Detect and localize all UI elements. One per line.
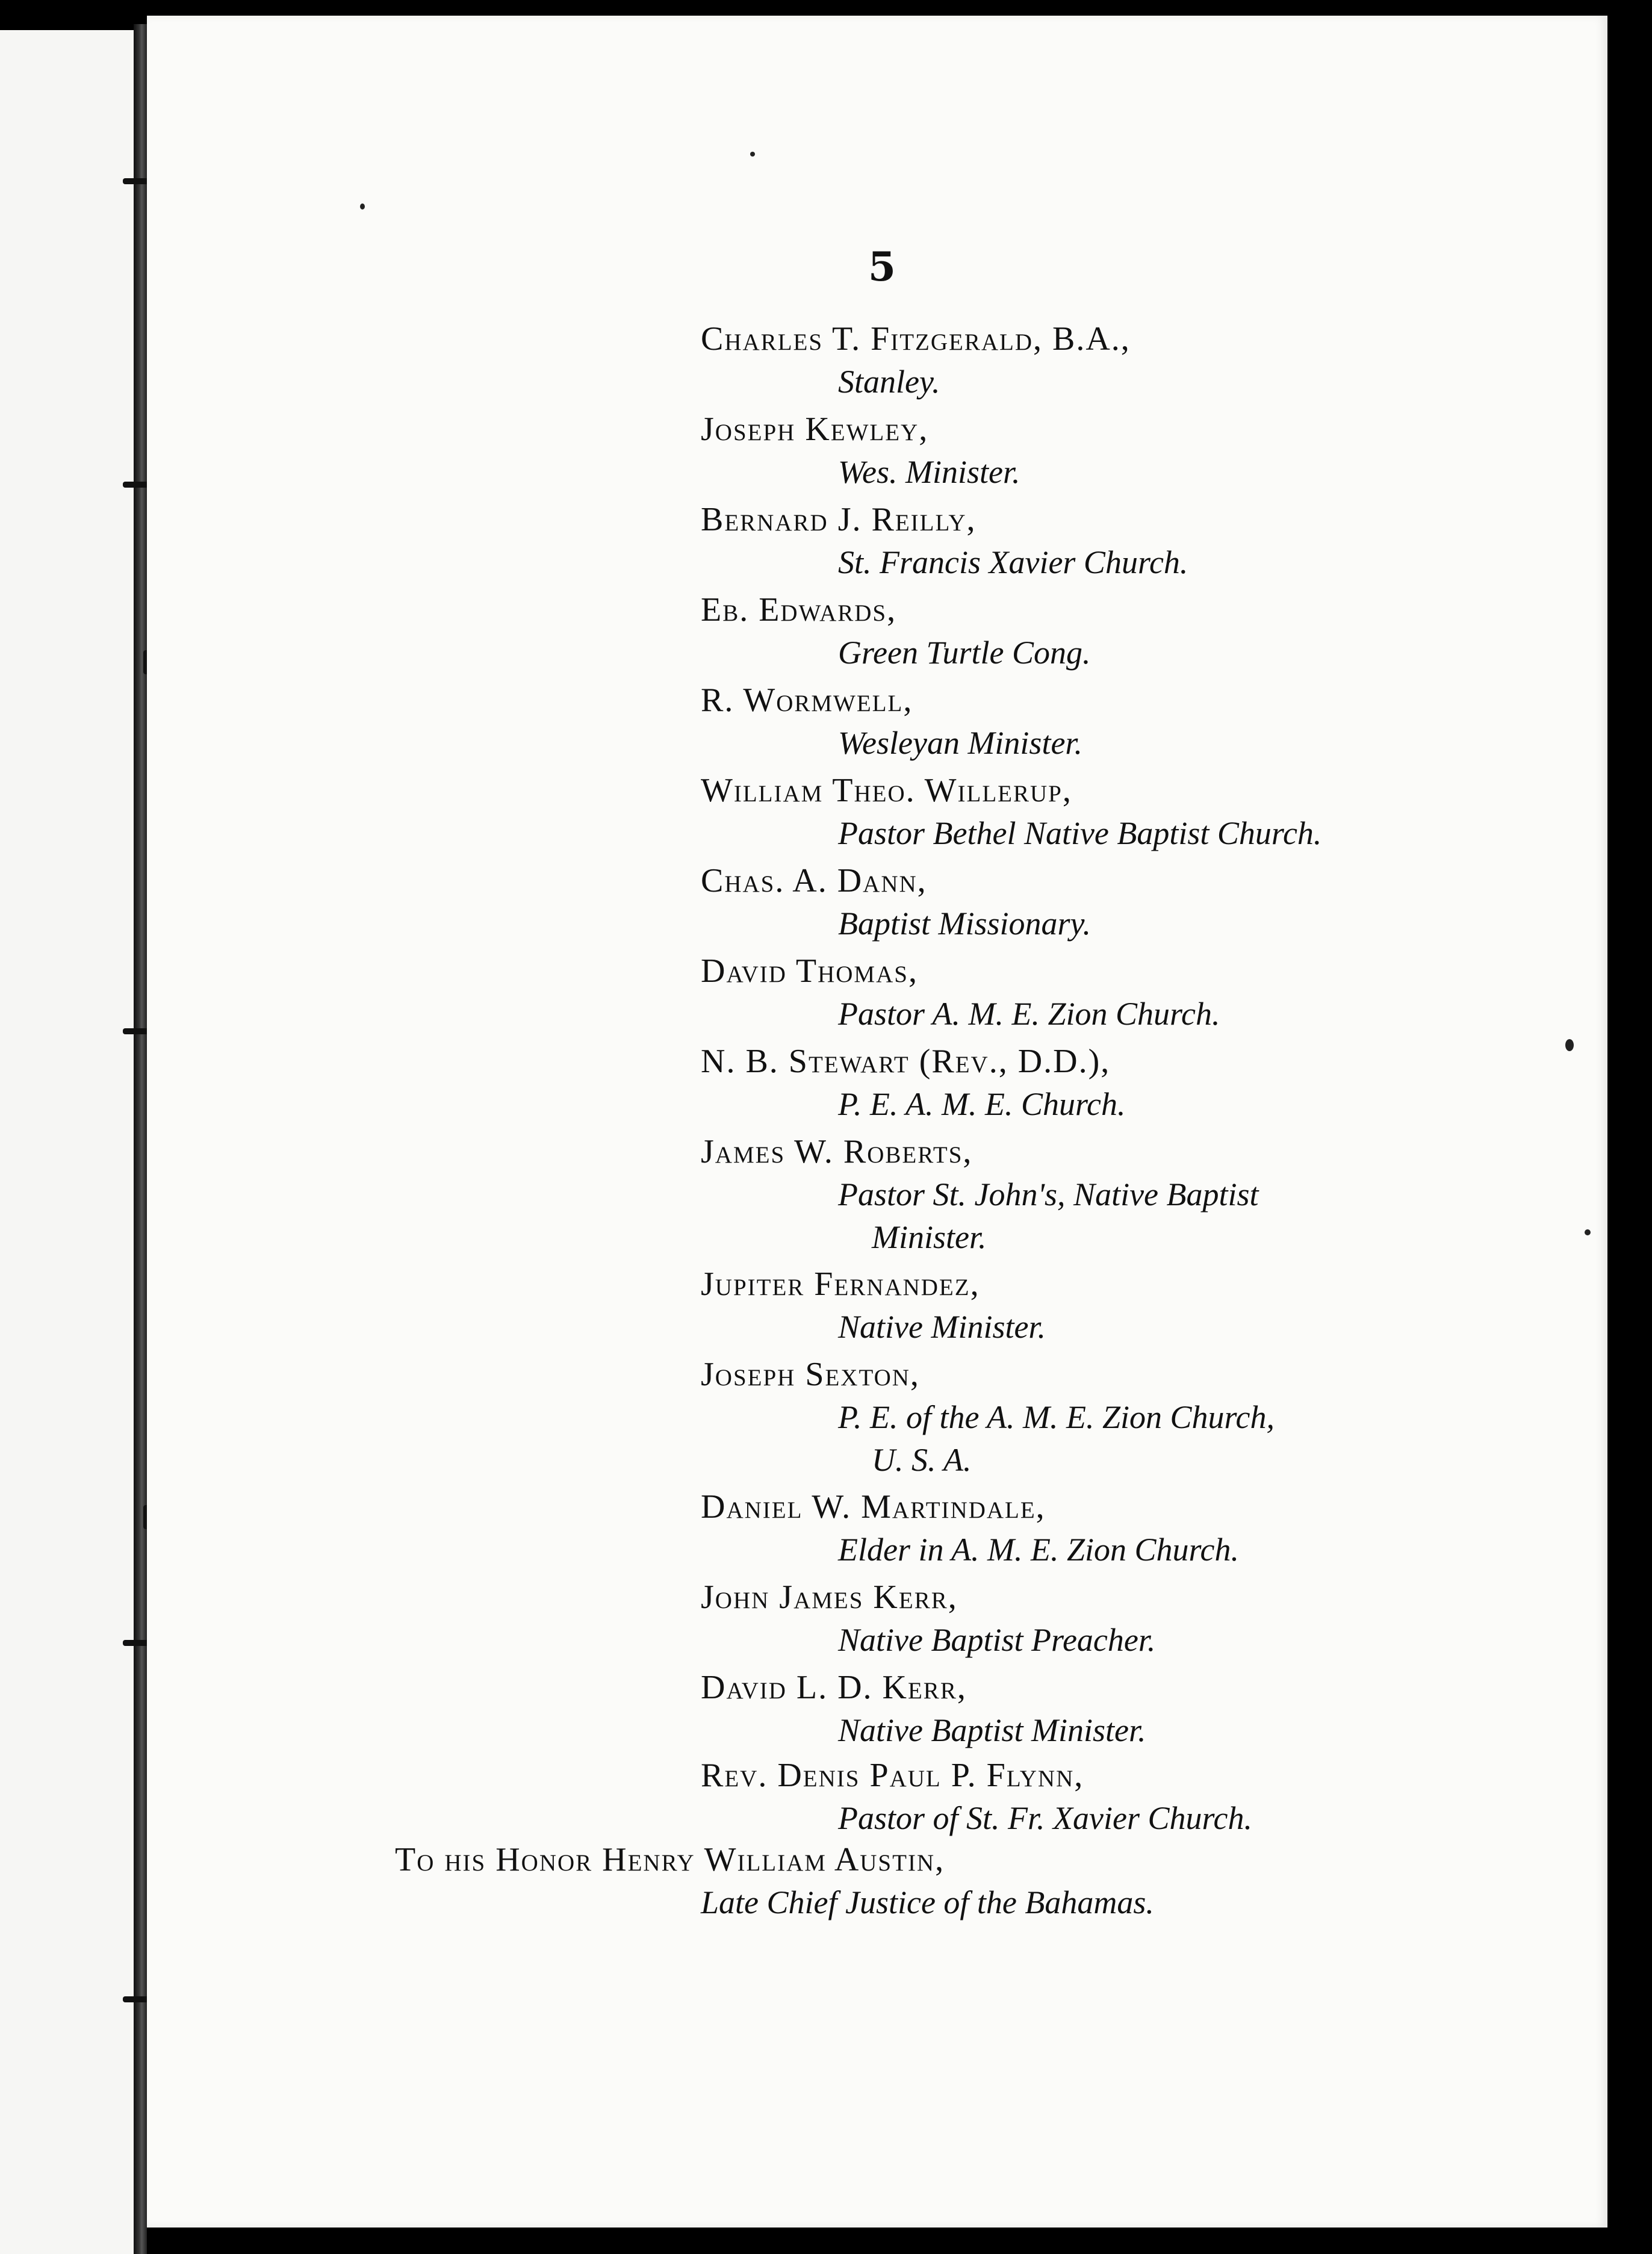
signatory-name: Jupiter Fernandez, <box>701 1265 980 1303</box>
signatory-title: Elder in A. M. E. Zion Church. <box>838 1532 1239 1568</box>
signatory-title: Green Turtle Cong. <box>838 635 1091 671</box>
signatory-name: David Thomas, <box>701 952 918 990</box>
signatory-title: Baptist Missionary. <box>838 905 1092 942</box>
signatory-name: James W. Roberts, <box>701 1133 973 1170</box>
signatory-name: N. B. Stewart (Rev., D.D.), <box>701 1043 1111 1080</box>
signatory-name: Daniel W. Martindale, <box>701 1488 1046 1526</box>
signatory-name: Joseph Sexton, <box>701 1356 920 1393</box>
signatory-entry <box>701 1263 1568 1349</box>
signatory-title: St. Francis Xavier Church. <box>838 544 1188 580</box>
signatory-name: Chas. A. Dann, <box>701 862 927 899</box>
addressee-title: Late Chief Justice of the Bahamas. <box>701 1884 1154 1920</box>
signatory-title-continued: U. S. A. <box>872 1442 972 1478</box>
signatory-title: P. E. of the A. M. E. Zion Church, <box>838 1399 1275 1435</box>
signatory-entry <box>701 1666 1568 1752</box>
signatory-entry <box>701 769 1568 855</box>
signatory-title-continued: Minister. <box>872 1219 987 1255</box>
binding-spine <box>134 24 147 2254</box>
addressee-line: To his Honor Henry William Austin, <box>395 1841 945 1878</box>
facing-page-edge <box>0 30 144 2254</box>
page-number: 5 <box>868 243 896 290</box>
signatory-name: William Theo. Willerup, <box>701 772 1072 809</box>
signatory-entry <box>701 1131 1568 1258</box>
signatory-title: Pastor of St. Fr. Xavier Church. <box>838 1800 1252 1836</box>
speck <box>1585 1229 1591 1235</box>
signatory-entry <box>701 1576 1568 1662</box>
signatory-entry <box>701 1040 1568 1126</box>
signatory-name: Joseph Kewley, <box>701 411 929 448</box>
signatory-title: Native Baptist Minister. <box>838 1712 1146 1748</box>
signatory-entry <box>701 1353 1568 1481</box>
signatory-entry <box>701 498 1568 584</box>
signatory-entry <box>701 679 1568 765</box>
signatory-title: Wesleyan Minister. <box>838 725 1082 761</box>
signatory-title: Native Baptist Preacher. <box>838 1622 1156 1658</box>
signatory-entry <box>701 318 1568 403</box>
signatory-name: Bernard J. Reilly, <box>701 501 977 538</box>
signatory-title: Stanley. <box>838 364 940 400</box>
speck <box>750 152 755 157</box>
signatory-title: Wes. Minister. <box>838 454 1020 490</box>
signatory-title: Pastor St. John's, Native Baptist <box>838 1176 1259 1212</box>
signatory-title: Pastor Bethel Native Baptist Church. <box>838 815 1322 851</box>
speck <box>360 203 365 210</box>
signatory-entry <box>701 1754 1568 1840</box>
signatory-entry <box>701 408 1568 494</box>
signatory-name: David L. D. Kerr, <box>701 1669 967 1706</box>
signatory-entry <box>701 950 1568 1035</box>
signatory-entry <box>701 1486 1568 1571</box>
signatory-entry <box>701 860 1568 945</box>
signatory-name: Charles T. Fitzgerald, B.A., <box>701 320 1131 358</box>
addressee-entry <box>395 1839 1154 1924</box>
signatory-title: P. E. A. M. E. Church. <box>838 1086 1126 1122</box>
signatory-title: Native Minister. <box>838 1309 1046 1345</box>
signatory-name: R. Wormwell, <box>701 681 913 719</box>
signatory-name: John James Kerr, <box>701 1579 958 1616</box>
signatory-name: Eb. Edwards, <box>701 591 897 629</box>
signatory-name: Rev. Denis Paul P. Flynn, <box>701 1757 1084 1794</box>
signatory-entry <box>701 589 1568 674</box>
signatory-title: Pastor A. M. E. Zion Church. <box>838 996 1220 1032</box>
